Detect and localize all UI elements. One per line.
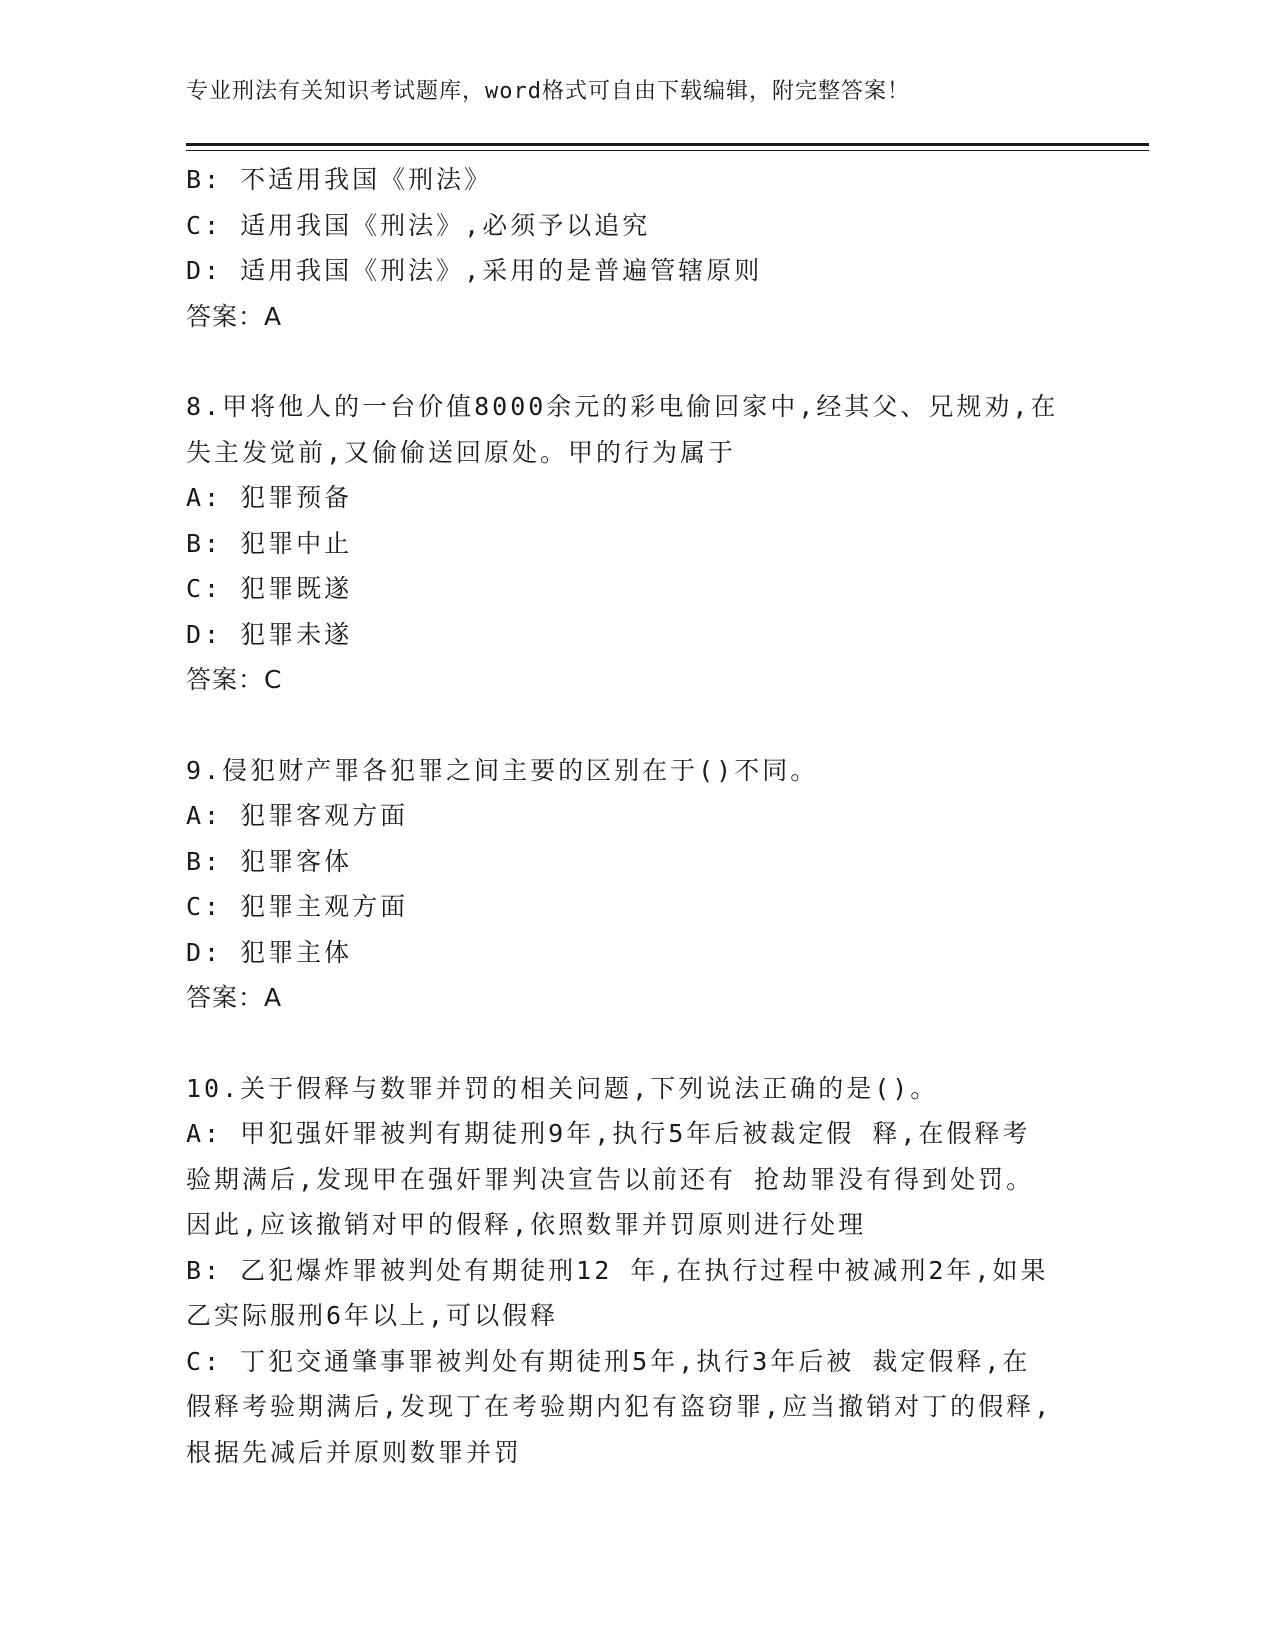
option-a-cont: 因此,应该撤销对甲的假释,依照数罪并罚原则进行处理 <box>186 1210 867 1239</box>
option-a: A: 犯罪预备 <box>186 483 353 512</box>
option-c: C: 犯罪既遂 <box>186 574 353 603</box>
question-7-tail <box>186 157 1086 339</box>
spacer <box>186 703 1086 748</box>
spacer <box>186 1021 1086 1066</box>
question-8 <box>186 384 1086 703</box>
option-d: D: 犯罪未遂 <box>186 619 353 649</box>
header-divider-thin <box>186 150 1149 151</box>
option-b: B: 乙犯爆炸罪被判处有期徒刑12 年,在执行过程中被减刑2年,如果 <box>186 1255 1049 1285</box>
question-content <box>186 157 1086 1475</box>
option-c: C: 适用我国《刑法》,必须予以追究 <box>186 210 651 240</box>
spacer <box>186 339 1086 384</box>
option-b-cont: 乙实际服刑6年以上,可以假释 <box>186 1301 559 1330</box>
question-10 <box>186 1066 1086 1476</box>
answer-line: 答案：C <box>186 665 283 694</box>
option-a: A: 甲犯强奸罪被判有期徒刑9年,执行5年后被裁定假 释,在假释考 <box>186 1119 1031 1148</box>
question-stem: 失主发觉前,又偷偷送回原处。甲的行为属于 <box>186 437 737 467</box>
option-b: B: 犯罪客体 <box>186 846 353 876</box>
option-c: C: 犯罪主观方面 <box>186 892 409 921</box>
question-stem: 9.侵犯财产罪各犯罪之间主要的区别在于()不同。 <box>186 755 819 785</box>
question-stem: 10.关于假释与数罪并罚的相关问题,下列说法正确的是()。 <box>186 1073 939 1103</box>
option-c: C: 丁犯交通肇事罪被判处有期徒刑5年,执行3年后被 裁定假释,在 <box>186 1346 1031 1376</box>
option-d: D: 适用我国《刑法》,采用的是普遍管辖原则 <box>186 256 763 285</box>
option-b: B: 不适用我国《刑法》 <box>186 165 493 194</box>
page-header: 专业刑法有关知识考试题库，word格式可自由下载编辑，附完整答案！ <box>186 79 910 104</box>
option-a-cont: 验期满后,发现甲在强奸罪判决宣告以前还有 抢劫罪没有得到处罚。 <box>186 1164 1035 1194</box>
option-c-cont: 假释考验期满后,发现丁在考验期内犯有盗窃罪,应当撤销对丁的假释, <box>186 1392 1053 1421</box>
header-divider-thick <box>186 143 1149 146</box>
option-b: B: 犯罪中止 <box>186 528 353 558</box>
option-c-cont: 根据先减后并原则数罪并罚 <box>186 1437 523 1467</box>
question-9 <box>186 748 1086 1021</box>
option-a: A: 犯罪客观方面 <box>186 801 409 830</box>
option-d: D: 犯罪主体 <box>186 937 353 967</box>
answer-line: 答案：A <box>186 983 283 1012</box>
question-stem: 8.甲将他人的一台价值8000余元的彩电偷回家中,经其父、兄规劝,在 <box>186 392 1059 421</box>
answer-line: 答案：A <box>186 301 283 331</box>
